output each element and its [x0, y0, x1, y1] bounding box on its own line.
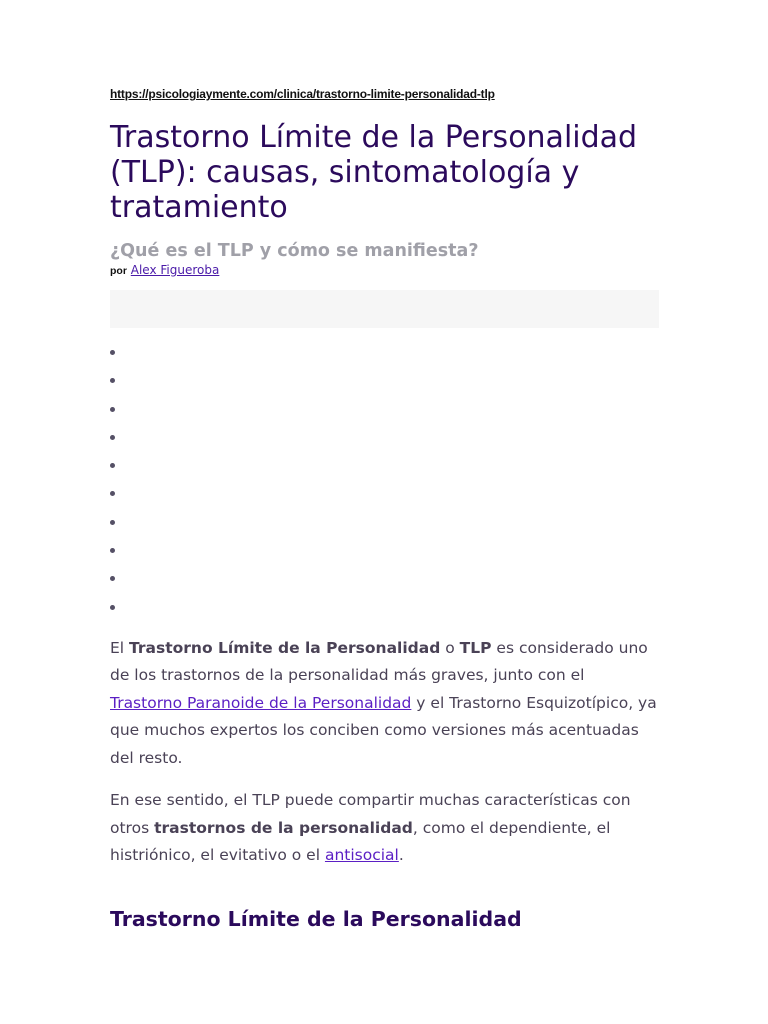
content-placeholder-box: [110, 290, 659, 328]
paranoid-disorder-link[interactable]: Trastorno Paranoide de la Personalidad: [110, 693, 412, 712]
author-link[interactable]: Alex Figueroba: [130, 263, 220, 277]
antisocial-link[interactable]: antisocial: [324, 846, 399, 865]
intro-paragraph: [110, 635, 660, 773]
paragraph-text: El: [110, 638, 130, 657]
empty-bullet-list: [110, 344, 660, 627]
section-heading: Trastorno Límite de la Personalidad: [110, 906, 522, 931]
list-item: [110, 599, 660, 627]
paragraph-text: , como el dependiente, el histriónico, el evitativo o el: [110, 818, 611, 865]
byline: [110, 262, 660, 279]
bold-term-tlp: TLP: [459, 638, 492, 657]
list-item: [110, 457, 660, 485]
list-item: [110, 570, 660, 598]
list-item: [110, 372, 660, 400]
list-item: [110, 514, 660, 542]
bold-term-tlp-name: Trastorno Límite de la Personalidad: [129, 638, 441, 657]
paragraph-text: .: [398, 846, 404, 865]
list-item: [110, 429, 660, 457]
list-item: [110, 344, 660, 372]
paragraph-text: o: [440, 638, 460, 657]
article: [110, 86, 660, 932]
article-subtitle: ¿Qué es el TLP y cómo se manifiesta?: [110, 241, 479, 261]
byline-prefix: por: [110, 265, 127, 277]
paragraph-text: es considerado uno de los trastornos de la personalidad más graves, junto con el: [110, 638, 648, 685]
source-url-link[interactable]: https://psicologiaymente.com/clinica/trastorno-limite-personalidad-tlp: [110, 87, 495, 101]
list-item: [110, 401, 660, 429]
list-item: [110, 485, 660, 513]
paragraph-text: y el Trastorno Esquizotípico, ya que muchos expertos los conciben como versiones más acentuadas del resto.: [110, 693, 657, 767]
paragraph-text: En ese sentido, el TLP puede compartir muchas características con otros: [110, 791, 631, 837]
list-item: [110, 542, 660, 570]
bold-term-personality-disorders: trastornos de la personalidad: [154, 818, 413, 837]
second-paragraph: [110, 787, 660, 870]
article-title: Trastorno Límite de la Personalidad (TLP): causas, sintomatología y tratamiento: [110, 120, 638, 225]
